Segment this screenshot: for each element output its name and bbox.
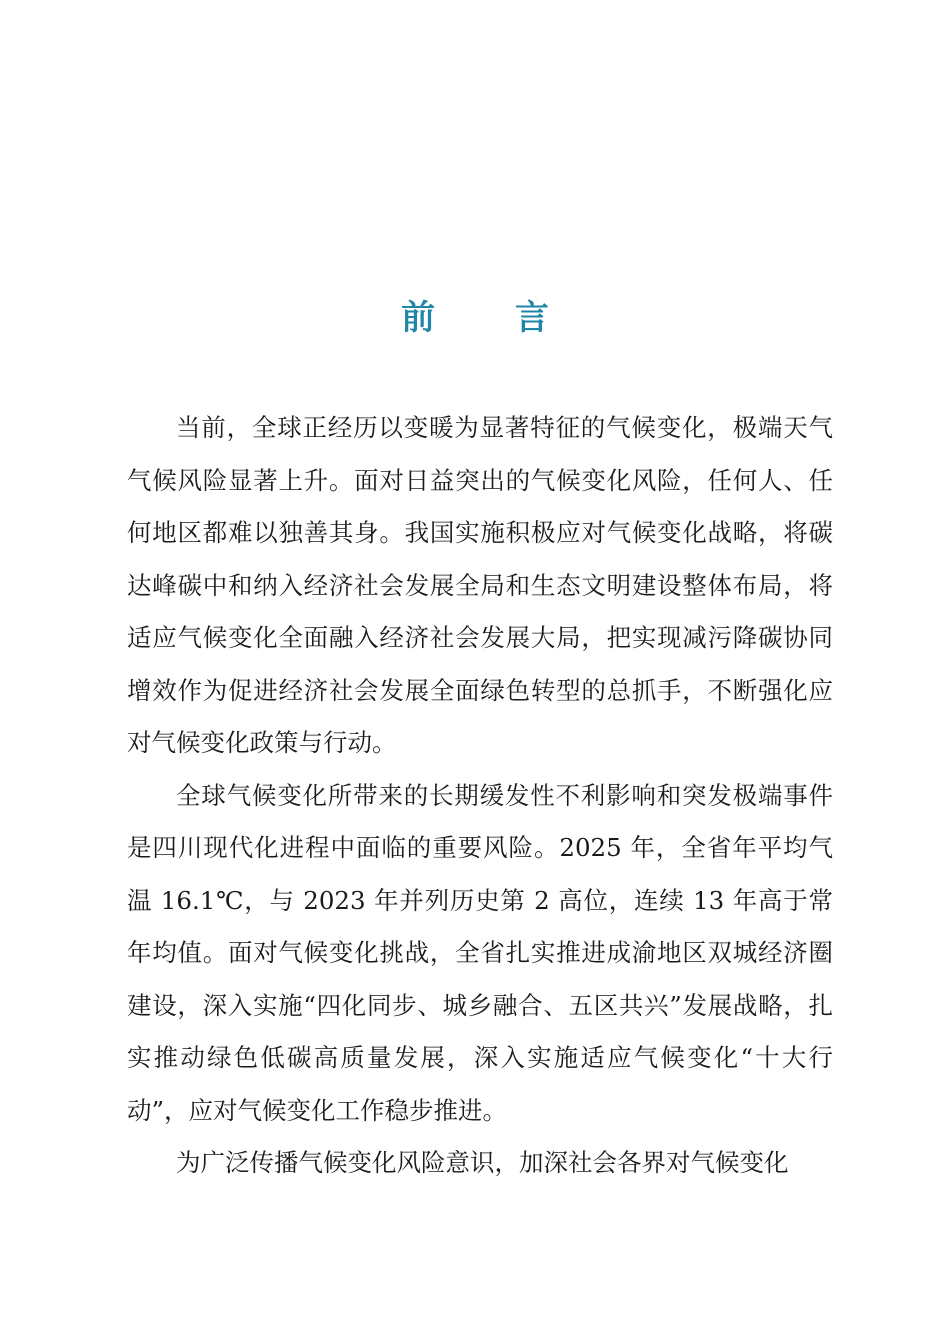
page-title: 前 言 (401, 298, 583, 338)
paragraph-3: 为广泛传播气候变化风险意识，加深社会各界对气候变化 (176, 1148, 789, 1177)
paragraph-2: 全球气候变化所带来的长期缓发性不利影响和突发极端事件是四川现代化进程中面临的重要风险。2025 年，全省年平均气温 16.1℃，与 2023 年并列历史第 2 高位，连续 13 年高于常年均值。面对气候变化挑战，全省扎实推进成渝地区双城经济圈建设，深入实施“四化同步、城乡融合、五区共兴”发展战略，扎实推动绿色低碳高质量发展，深入实施适应气候变化“十大行动”，应对气候变化工作稳步推进。 (127, 780, 833, 1125)
paragraph-1: 当前，全球正经历以变暖为显著特征的气候变化，极端天气气候风险显著上升。面对日益突出的气候变化风险，任何人、任何地区都难以独善其身。我国实施积极应对气候变化战略，将碳达峰碳中和纳入经济社会发展全局和生态文明建设整体布局，将适应气候变化全面融入经济社会发展大局，把实现减污降碳协同增效作为促进经济社会发展全面绿色转型的总抓手，不断强化应对气候变化政策与行动。 (127, 413, 833, 757)
body-text (127, 402, 833, 1190)
